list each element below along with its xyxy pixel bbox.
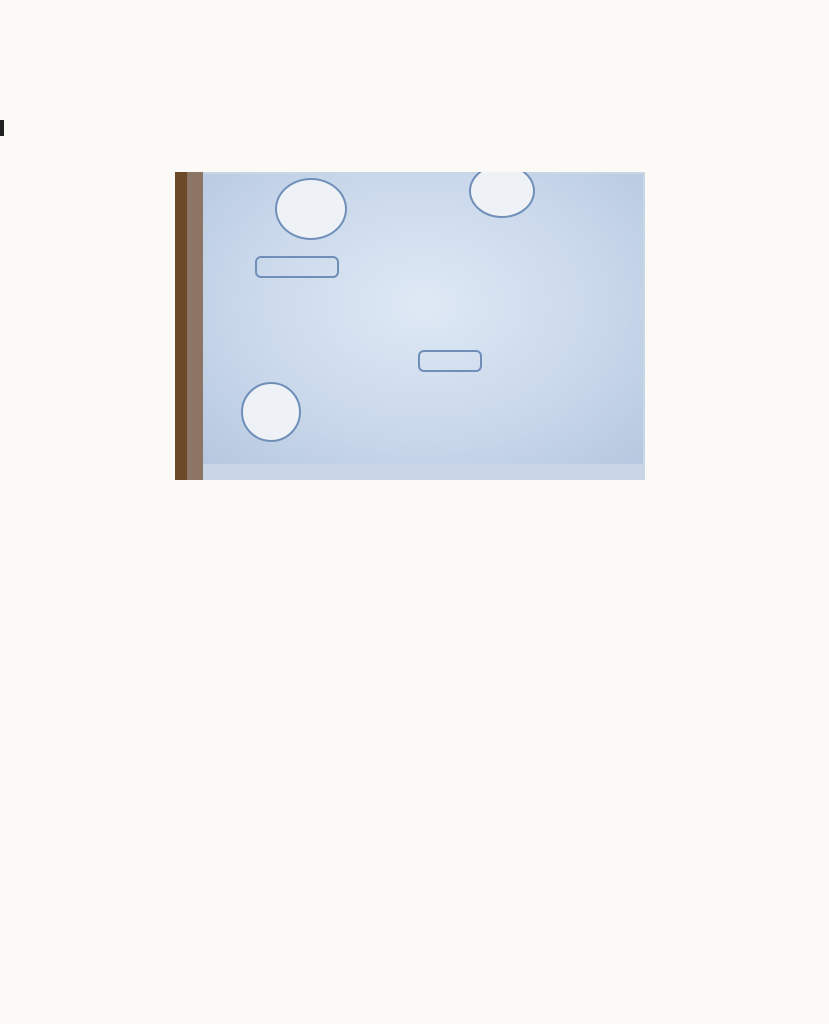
page-edge-marks [0,120,4,136]
projection-screen [203,174,643,464]
screen-node [255,256,339,278]
screen-circle [469,172,535,218]
screen-circle [241,382,301,442]
column-1 [15,168,167,175]
article-photo [175,172,645,480]
screen-circle [275,178,347,240]
headline [33,8,796,56]
screen-node [418,350,482,372]
